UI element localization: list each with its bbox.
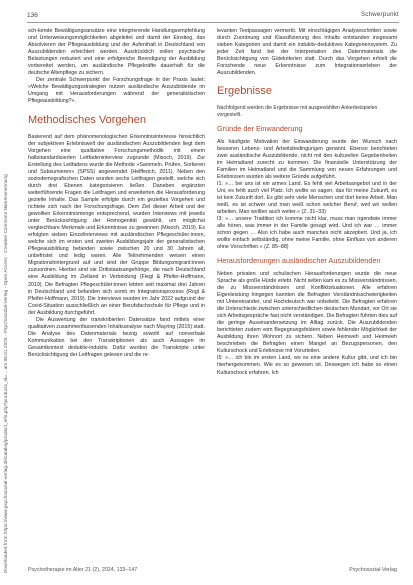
paragraph: Die Auswertung der transkribierten Datensätze fand mittels einer qualitativen zusammenfassenden Inhaltsanalyse nach Mayring (2015) statt. Die Analyse des Datenmaterials bezog sowohl auf nonverbale Kommunikation bei den Transkriptionen als auch Aussagen im Gesamtkontext deduktiv-induktiv. Dafür wurden die Transkripte unter Berücksichtigung der Leitfragen gelesen und die re- [28, 316, 205, 358]
paragraph: levanten Textpassagen vermerkt. Mit einschlägigen Analyseschritten sowie durch Zuordnung und Klassifizierung des Inhalts entstanden insgesamt sieben Kategorien und damit ein induktiv-deduktives Kategoriensystem. Zu jeder Zeit fand bei der Interpretation des Datenmaterials die Berücksichtigung von Gütekriterien statt. Durch das Vorgehen erhielt die Forschende neue Erkenntnisse zum Integrationserleben der Auszubildenden. [217, 28, 397, 77]
header-rule [27, 22, 399, 23]
section-heading: Methodisches Vorgehen [28, 113, 147, 126]
interview-quote: I5: »… ich bin im ersten Land, wo es eine andere Kultur gibt, und ich bin hierhergekommen. Wie es so gewesen ist. Deswegen ich habe so einen Kulturschock erfahren. Ich [217, 355, 397, 376]
interview-quote: I1: »… bei uns ist ein armes Land. Es fehlt viel Arbeitsangebot und in der Uni, es fehlt auch viel Platz. Ich wollte so sagen, das für meine Zukunft, es ist kein Zukunft dort. Es gibt sehr viele Menschen und dort keine Arbeit. Man weiß, es ist schwer und man weiß schon welcher Beruf, weil wir wollen arbeiten, Man wollten auch weiter.« (Z. 31–33) [217, 180, 397, 215]
publisher-name: Psychosozial-Verlag [349, 567, 397, 573]
paragraph: Neben privaten und schulischen Herausforderungen wurde die neue Sprache als große Hürde erlebt. Nicht selten kam es zu Missverständnissen, die zu Missverständnissen und Konfliktsituationen. Alle erfahren Eigenleistung hingegen kannten die Befragten Verständnisschwierigkeiten mit Untereinander, und Hochdeutsch war unbeliebt. Die Befragten erfahren die Unterschiede zwischen unterschiedlichen deutschen Mundart, vor Ort sie sich Arbeitsgespräche fast nicht verständigen. Die Befragten führten dies auf die geringe Auseinandersetzung im Alltag zurück. Die Auszubildenden berichteten zudem vom Begegnungsfeldern sowie fehlender Möglichkeit der Ausbildung ihren Wohnort zu sichern. Neben Heimweh und Heimweh beschrieben die Befragten einen Mangel an Bezugspersonen, den Kulturschock und Erlebnisse mit Vorurteilen. [217, 270, 397, 355]
paragraph: Der zentrale Schwerpunkt der Forschungsfrage in der Praxis lautet: »Welche Bewältigungsstrategien nutzen ausländische Auszubildende im Umgang mit Herausforderungen während der generalistischen Pflegeausbildung?«. [28, 77, 205, 105]
interview-quote: I3: »… unsere Tradition ich komme nicht klar, muss man irgendwie immer alle hören, was immer in der Familie gesagt wird. Und ich war … immer schon gegen … Also ich habe auch manches nicht akzeptiert. Und ja, ich wollte einfach selbständig, ohne meine Familie, ohne Einfluss von anderen ohne Vorschriften.« (Z. 85–88) [217, 216, 397, 251]
left-column [28, 28, 205, 359]
paragraph: sch-kende Bewältigungsansätze eine integrierende Handlungsempfehlung und Unterweisungsmöglichkeiten abgeleitet und damit der Einstieg, das Absolvieren der Pflegeausbildung und der Aufenthalt in Deutschland von Auszubildenden erleichtert werden. Ausdrücklich sollen psychische Belastungen reduziert und eine erfolgreiche Beendigung der Ausbildung vorbereitet werden, um ausländische Pflegekräfte dauerhaft für die deutsche Altenpflege zu sichern. [28, 28, 205, 77]
section-heading: Ergebnisse [217, 85, 273, 98]
subsection-heading: Gründe der Einwanderung [217, 123, 303, 133]
download-watermark [2, 18, 10, 578]
right-column [217, 28, 397, 377]
journal-citation: Psychotherapie im Alter 21 (2), 2024, 133–147 [28, 567, 138, 573]
paragraph: Basierend auf dem phänomenologischen Erkenntnisinteresse hinsichtlich der subjektiven Erlebniswelt der ausländischen Auszubildenden liegt dem Vorgehen eine qualitative Forschungsmethodik mit einem halbstandardisierten Leitfadeninterview zugrunde (Misoch, 2019). Zur Erstellung des Leitfadens wurde die Methode »Sammeln, Prüfen, Sortieren und Subsumieren« (SPSS) angewendet (Helfferich, 2011). Neben den soziodemografischen Daten wurden sechs Leitfragen gestellt, welche sich durch drei Ebenen kategorisieren ließen. Daneben ergänzten weiterführende Fragen die Leitfragen und erweiterten die Herausforderung gezielte Inhalte. Das Sample erfolgte durch ein gezieltes Vorgehen und richtete sich nach der Forschungsfrage. Dem Ziel dieser Arbeit und der gewollten Erkenntnismenge entsprechend, wurden Interviews mit jeweils unter Berücksichtigung der Homogenität gewählt, um möglichst vergleichbare Merkmale und Erkenntnisse zu gewinnen (Misoch, 2019). Es erfolgten sieben Einzelinterviews mit ausländischen Pflegeschüler:innen, welche sich im ersten und zweiten Ausbildungsjahr der generalistischen Pflegeausbildung befanden sowie zwischen 20 und 30 Jahren alt, unbefristet und ledig waren. Alle Teilnehmenden weisen einen Migrationshintergrund auf und sind der Gruppe Bildungsmigrant:innen zuzuordnen. Hierbei sind sie Drittstaatsangehörige, die nach Deutschland eine Ausbildung im Zielland in Verbindung (Fiegl & Pfeifer-Hoffmann, 2019). Die Befragten Pflegeschüler:innen lebten seit maximal drei Jahren in Deutschland und befanden sich somit im Integrationsprozess (Rogl & Pfeifer-Hoffmann, 2019). Die Interviews wurden im Jahr 2022 aufgrund der Covid-Situation ausschließlich an einer Berufsfachschule für Pflege und in der Ausbildung durchgeführt. [28, 133, 205, 316]
download-watermark-text: Downloaded from https://www.psychosozial-verlag.de/catalog/product_info.php?products_id=... am 06.01.2025 - Psychosozial-Verlag - Open Access - Creative Commons Namensnennung [3, 174, 8, 573]
subsection-heading: Herausforderungen ausländischer Auszubildenden [217, 256, 381, 266]
page-number: 136 [27, 12, 38, 19]
paragraph: Als häufigste Motivation der Einwanderung wurde der Wunsch nach besseren Lebens- und Arbeitsbedingungen genannt. Ebenso berichteten zwei ausländische Auszubildende, nicht mit den kulturellen Gegebenheiten im Heimatland zurecht zu kommen. Die finanzielle Unterstützung der Familien im Heimatland und die Sammlung von neuen Erfahrungen und Erlebnissen wurden als weitere Gründe aufgeführt. [217, 138, 397, 180]
section-intro: Nachfolgend werden die Ergebnisse mit ausgewählten Ankerbeispielen vorgestellt. [217, 105, 378, 119]
section-rubric: Schwerpunkt [361, 12, 399, 18]
page-footer [28, 567, 397, 577]
